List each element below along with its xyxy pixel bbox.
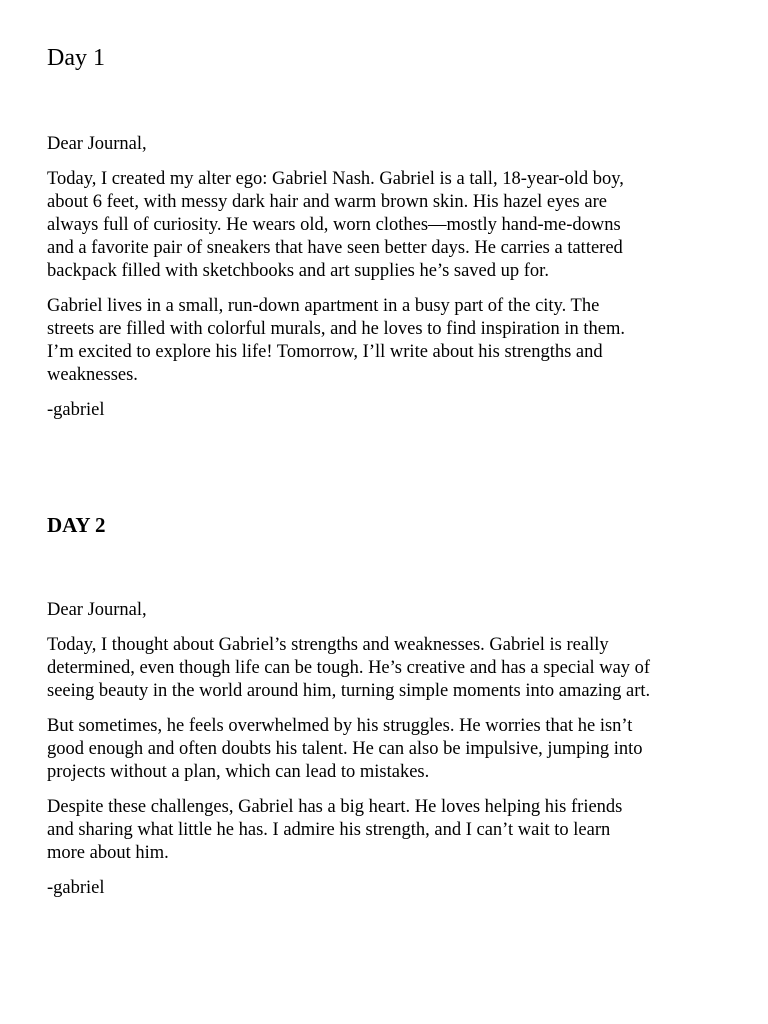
entry-paragraph: Today, I thought about Gabriel’s strengths and weaknesses. Gabriel is really determined, even though life can be tough. He’s creative and has a special way of seeing beauty in the world around him, turning simple moments into amazing art.	[47, 635, 651, 701]
entry-signature: -gabriel	[47, 400, 105, 420]
entry-paragraph: Gabriel lives in a small, run-down apartment in a busy part of the city. The streets are filled with colorful murals, and he loves to find inspiration in them. I’m excited to explore his life! Tomorrow, I’ll write about his strengths and weaknesses.	[47, 296, 625, 385]
entry-greeting: Dear Journal,	[47, 134, 147, 154]
entry-paragraph: Despite these challenges, Gabriel has a big heart. He loves helping his friends and sharing what little he has. I admire his strength, and I can’t wait to learn more about him.	[47, 797, 623, 863]
entry-paragraph: But sometimes, he feels overwhelmed by his struggles. He worries that he isn’t good enough and often doubts his talent. He can also be impulsive, jumping into projects without a plan, which can lead to mistakes.	[47, 716, 643, 782]
entry-heading: Day 1	[47, 45, 105, 71]
journal-entry-day-2	[47, 511, 727, 900]
entry-signature: -gabriel	[47, 878, 105, 898]
entry-paragraph: Today, I created my alter ego: Gabriel Nash. Gabriel is a tall, 18-year-old boy, about 6 feet, with messy dark hair and warm brown skin. His hazel eyes are always full of curiosity. He wears old, worn clothes—mostly hand-me-downs and a favorite pair of sneakers that have seen better days. He carries a tattered backpack filled with sketchbooks and art supplies he’s saved up for.	[47, 169, 624, 281]
journal-entry-day-1	[47, 44, 727, 422]
entry-greeting: Dear Journal,	[47, 600, 147, 620]
entry-heading: DAY 2	[47, 513, 106, 537]
